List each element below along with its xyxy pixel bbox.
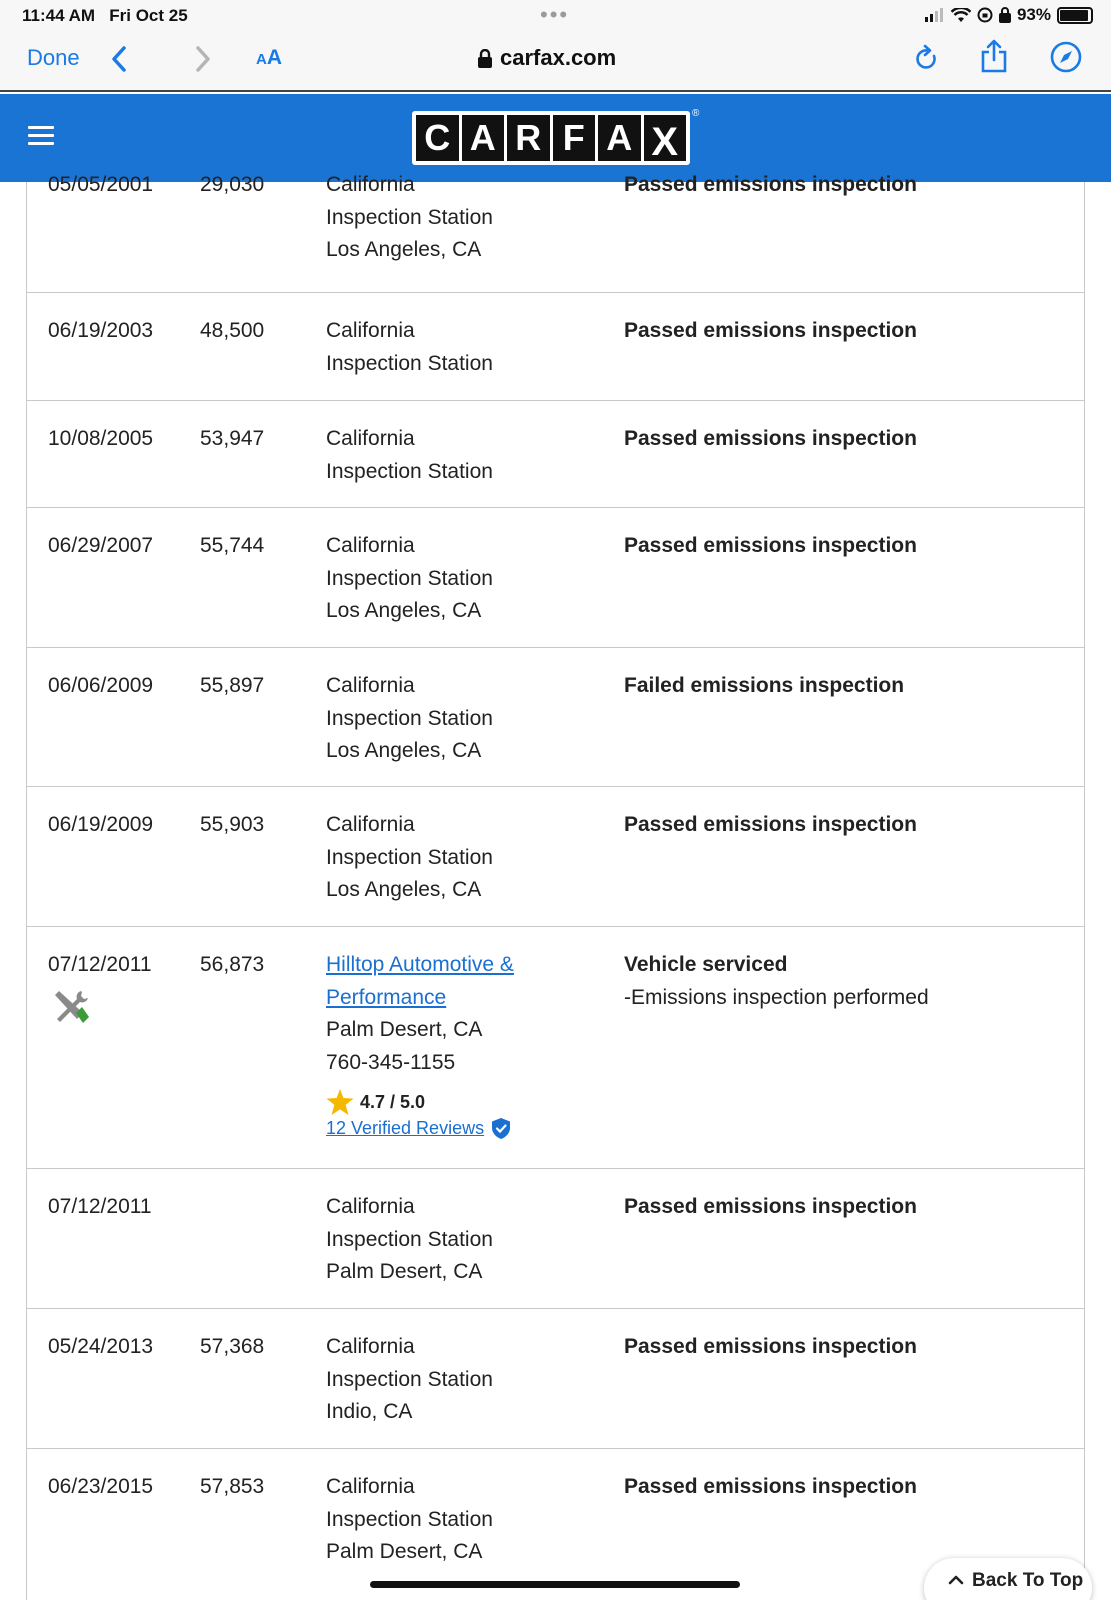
row-source: Hilltop Automotive & Performance Palm Desert, CA 760-345-1155 4.7 / 5.0 12 Verified Reviews	[326, 949, 514, 1141]
table-row	[27, 173, 1084, 293]
table-row	[27, 648, 1084, 787]
url-text: carfax.com	[500, 45, 617, 70]
row-source: California Inspection Station Los Angeles, CA	[326, 173, 493, 261]
chevron-left-icon	[108, 42, 130, 76]
row-odometer: 57,853	[200, 1475, 265, 1498]
row-date: 06/06/2009	[48, 674, 154, 697]
registered-mark: ®	[692, 108, 700, 119]
logo-letter: R	[507, 115, 550, 161]
bookmarks-button[interactable]	[1050, 41, 1082, 78]
logo-letter: A	[598, 115, 641, 161]
table-row	[27, 293, 1084, 401]
row-odometer: 29,030	[200, 173, 265, 196]
row-source: California Inspection Station Los Angeles, CA	[326, 813, 493, 901]
status-indicators	[925, 5, 1093, 25]
row-source: California Inspection Station Indio, CA	[326, 1335, 493, 1423]
home-indicator[interactable]	[370, 1581, 740, 1588]
row-odometer: 57,368	[200, 1335, 265, 1358]
logo-letter: F	[553, 115, 596, 161]
row-date: 05/05/2001	[48, 173, 154, 196]
menu-icon[interactable]	[28, 126, 54, 146]
table-row	[27, 401, 1084, 508]
row-source: California Inspection Station Palm Desert, CA	[326, 1195, 493, 1283]
logo-letter: X	[644, 115, 687, 161]
orientation-lock-icon	[977, 7, 993, 23]
share-button[interactable]	[980, 38, 1008, 79]
row-odometer: 53,947	[200, 427, 265, 450]
star-icon	[326, 1089, 354, 1115]
row-date: 07/12/2011	[48, 953, 152, 976]
row-source: California Inspection Station	[326, 427, 493, 483]
row-comment: Vehicle serviced -Emissions inspection performed	[624, 949, 929, 1014]
done-button[interactable]: Done	[27, 45, 80, 70]
row-odometer: 48,500	[200, 319, 265, 342]
row-source: California Inspection Station Los Angeles, CA	[326, 674, 493, 762]
row-odometer: 56,873	[200, 953, 265, 976]
shop-rating	[326, 1089, 514, 1115]
wrench-screwdriver-icon	[51, 987, 91, 1027]
table-row	[27, 1309, 1084, 1449]
multitask-dots[interactable]: •••	[540, 2, 570, 27]
wifi-icon	[951, 8, 971, 23]
compass-icon	[1050, 41, 1082, 73]
verified-reviews-link[interactable]: 12 Verified Reviews	[326, 1118, 485, 1138]
row-date: 06/23/2015	[48, 1475, 154, 1498]
row-comment: Passed emissions inspection	[624, 427, 917, 450]
reload-button[interactable]	[914, 44, 940, 79]
row-date: 06/29/2007	[48, 534, 154, 557]
shop-name-link[interactable]: Performance	[326, 985, 447, 1009]
back-to-top-label: Back To Top	[972, 1570, 1084, 1591]
browser-toolbar	[0, 32, 1111, 92]
row-comment: Passed emissions inspection	[624, 1195, 917, 1218]
row-date: 10/08/2005	[48, 427, 154, 450]
logo-letter: A	[462, 115, 505, 161]
logo-letter: C	[416, 115, 459, 161]
table-row	[27, 927, 1084, 1169]
row-comment: Passed emissions inspection	[624, 319, 917, 342]
row-odometer: 55,903	[200, 813, 265, 836]
row-source: California Inspection Station	[326, 319, 493, 375]
chevron-up-icon	[948, 1570, 964, 1588]
row-comment: Passed emissions inspection	[624, 1335, 917, 1358]
forward-button[interactable]	[192, 42, 214, 81]
table-row	[27, 508, 1084, 648]
back-button[interactable]	[108, 42, 130, 81]
row-source: California Inspection Station Los Angeles, CA	[326, 534, 493, 622]
battery-icon	[1057, 7, 1093, 24]
row-source: California Inspection Station Palm Desert, CA	[326, 1475, 493, 1563]
row-comment: Failed emissions inspection	[624, 674, 905, 697]
row-date: 06/19/2003	[48, 319, 154, 342]
battery-percent: 93%	[1016, 5, 1051, 24]
carfax-header	[0, 94, 1111, 182]
shop-name-link[interactable]: Hilltop Automotive &	[326, 953, 514, 976]
row-comment: Passed emissions inspection	[624, 813, 917, 836]
history-table	[26, 173, 1085, 1600]
chevron-right-icon	[192, 42, 214, 76]
reviews-row	[326, 1115, 514, 1141]
row-date: 06/19/2009	[48, 813, 154, 836]
row-odometer: 55,897	[200, 674, 265, 697]
row-odometer: 55,744	[200, 534, 265, 557]
reload-icon	[914, 44, 940, 74]
lock-status-icon	[999, 7, 1011, 23]
back-to-top-button[interactable]	[924, 1558, 1092, 1600]
row-comment: Passed emissions inspection	[624, 173, 917, 196]
lock-icon	[478, 49, 492, 68]
table-row	[27, 787, 1084, 927]
carfax-logo[interactable]	[412, 111, 690, 165]
address-bar[interactable]	[478, 45, 616, 71]
row-date: 05/24/2013	[48, 1335, 154, 1358]
table-row	[27, 1169, 1084, 1309]
cellular-signal-icon	[925, 8, 945, 22]
rating-value: 4.7 / 5.0	[360, 1092, 426, 1112]
row-comment: Passed emissions inspection	[624, 534, 917, 557]
status-bar	[0, 0, 1111, 32]
verified-shield-icon	[492, 1118, 510, 1139]
service-icon	[51, 987, 91, 1038]
battery-level	[1060, 10, 1088, 21]
service-detail: -Emissions inspection performed	[624, 985, 929, 1009]
text-size-button[interactable]: AA	[256, 46, 283, 69]
status-time: 11:44 AM Fri Oct 25	[22, 6, 188, 25]
share-icon	[980, 38, 1008, 74]
row-date: 07/12/2011	[48, 1195, 152, 1218]
row-comment: Passed emissions inspection	[624, 1475, 917, 1498]
